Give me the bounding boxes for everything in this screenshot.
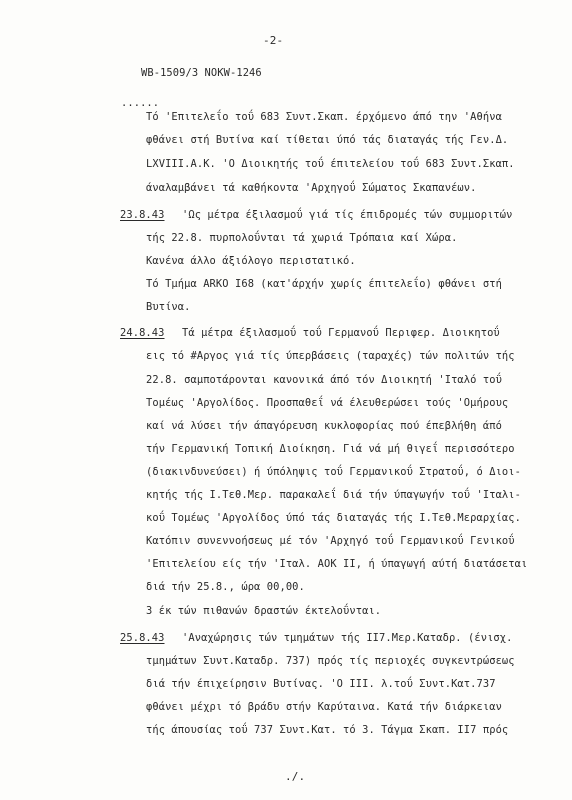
entry-date: 23.8.43 <box>120 209 165 221</box>
text-line: Τομέως 'Αργολίδος. Προσπαθεΐ νά έλευθερώσει τούς 'Ομήρους <box>146 397 509 409</box>
page-number: -2- <box>263 34 284 47</box>
text-line: 'Ως μέτρα έξιλασμοΰ γιά τίς έπιδρομές τών συμμοριτών <box>182 209 513 221</box>
ellipsis-marker: ...... <box>121 97 160 109</box>
text-line: φθάνει στή Βυτίνα καί τίθεται ύπό τάς διαταγάς τής Γεν.Δ. <box>146 134 509 146</box>
text-line: 3 έκ τών πιθανών δραστών έκτελοΰνται. <box>146 605 382 617</box>
text-line: τμημάτων Συντ.Καταδρ. 737) πρός τίς περιοχές συγκεντρώσεως <box>146 655 515 667</box>
text-line: Τό Τμήμα ARKO I68 (κατ'άρχήν χωρίς έπιτελεΐο) φθάνει στή <box>146 278 502 290</box>
text-line: τής 22.8. πυρπολοΰνται τά χωριά Τρόπαια καί Χώρα. <box>146 232 458 244</box>
text-line: Κανένα άλλο άξιόλογο περιστατικό. <box>146 255 356 267</box>
text-line: Τά μέτρα έξιλασμοΰ τοΰ Γερμανοΰ Περιφερ. Διοικητοΰ <box>182 327 500 339</box>
text-line: Βυτίνα. <box>146 301 191 313</box>
text-line: φθάνει μέχρι τό βράδυ στήν Καρύταινα. Κατά τήν διάρκειαν <box>146 701 502 713</box>
entry-date: 25.8.43 <box>120 632 165 644</box>
text-line: (διακινδυνεύσει) ή ύπόληψις τοΰ Γερμανικοΰ Στρατοΰ, ό Διοι- <box>146 466 521 478</box>
text-line: κοΰ Τομέως 'Αργολίδος ύπό τάς διαταγάς τής I.Τεθ.Μεραρχίας. <box>146 512 521 524</box>
text-line: Τό 'Επιτελεΐο τοΰ 683 Συντ.Σκαπ. έρχόμενο άπό την 'Αθήνα <box>146 111 502 123</box>
text-line: εις τό #Αργος γιά τίς ύπερβάσεις (ταραχές) τών πολιτών τής <box>146 350 515 362</box>
entry-date: 24.8.43 <box>120 327 165 339</box>
text-line: άναλαμβάνει τά καθήκοντα 'Αρχηγοΰ Σώματος Σκαπανέων. <box>146 182 477 194</box>
text-line: Κατόπιν συνεννοήσεως μέ τόν 'Αρχηγό τοΰ Γερμανικοΰ Γενικοΰ <box>146 535 515 547</box>
document-reference: WB-1509/3 NOKW-1246 <box>141 67 262 79</box>
text-line: LXVIII.A.K. 'Ο Διοικητής τοΰ έπιτελείου τοΰ 683 Συντ.Σκαπ. <box>146 158 515 170</box>
text-line: διά τήν 25.8., ώρα 00,00. <box>146 581 305 593</box>
text-line: 'Αναχώρησις τών τμημάτων τής II7.Μερ.Καταδρ. (ένισχ. <box>182 632 513 644</box>
text-line: διά τήν έπιχείρησιν Βυτίνας. 'Ο III. λ.τοΰ Συντ.Κατ.737 <box>146 678 496 690</box>
text-line: τήν Γερμανική Τοπική Διοίκηση. Γιά νά μή θιγεΐ περισσότερο <box>146 443 515 455</box>
text-line: 22.8. σαμποτάρονται κανονικά άπό τόν Διοικητή 'Ιταλό τοΰ <box>146 374 502 386</box>
text-line: κητής τής I.Τεθ.Μερ. παρακαλεΐ διά τήν ύπαγωγήν τοΰ 'Ιταλι- <box>146 489 521 501</box>
text-line: 'Επιτελείου είς τήν 'Ιταλ. AOK II, ή ύπαγωγή αύτή διατάσεται <box>146 558 528 570</box>
text-line: τής άπουσίας τοΰ 737 Συντ.Κατ. τό 3. Τάγμα Σκαπ. II7 πρός <box>146 724 509 736</box>
continuation-marker: ./. <box>285 770 306 783</box>
text-line: καί νά λύσει τήν άπαγόρευση κυκλοφορίας πού έπεβλήθη άπό <box>146 420 502 432</box>
